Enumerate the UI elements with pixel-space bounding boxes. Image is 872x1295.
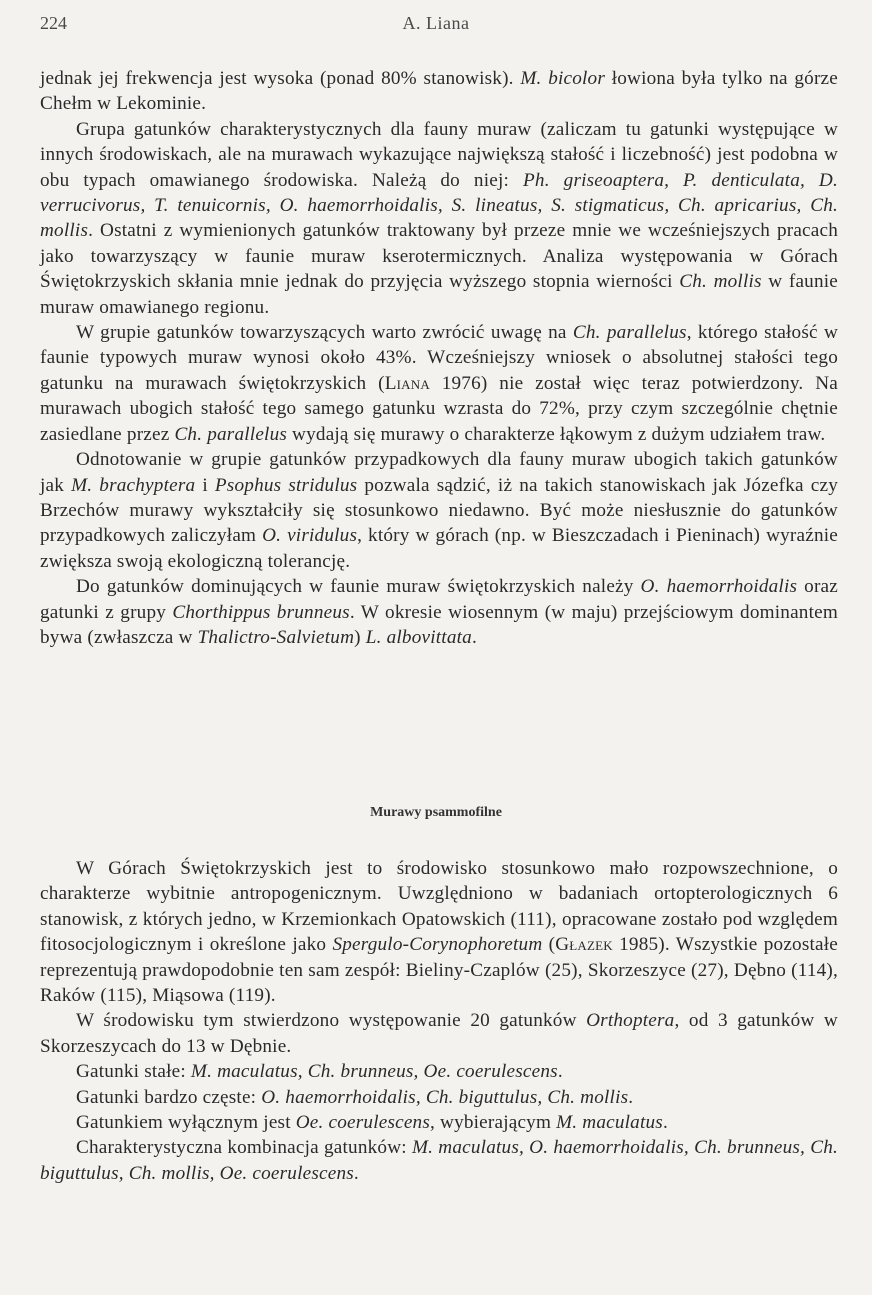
text-run: . W okresie wiosennym (w maju) przejściowym dominantem bywa (zwłaszcza w [40, 601, 838, 648]
species-name: M. maculatus [556, 1112, 663, 1134]
text-run: , wybierającym [430, 1112, 557, 1134]
text-run: Do gatunków dominujących w faunie muraw świętokrzyskich należy [76, 576, 641, 598]
text-run: Charakterystyczna kombinacja gatunków: [76, 1137, 412, 1159]
page-number: 224 [40, 13, 67, 33]
text-run: . [662, 1112, 668, 1134]
species-name: Psophus stridulus [214, 474, 358, 496]
text-run: , który w górach (np. w Bieszczadach i Pieninach) wyraźnie zwiększa swoją ekologiczną tolerancję. [40, 525, 838, 572]
species-name: Oe. coerulescens [295, 1112, 431, 1134]
species-name: O. viridulus [262, 525, 358, 547]
paragraph [40, 574, 838, 650]
text-run: i [195, 474, 215, 496]
paragraph [40, 856, 838, 1008]
paragraph [40, 117, 838, 320]
text-run: . [557, 1061, 563, 1083]
species-name: Ph. griseoaptera, P. denticulata, D. verrucivorus, T. tenuicornis, O. haemorrhoidalis, S. lineatus, S. stigmaticus, Ch. apricarius, Ch. mollis [40, 169, 838, 242]
text-run: Gatunki bardzo częste: [76, 1086, 262, 1108]
paragraph [40, 1110, 838, 1135]
paragraph [40, 1059, 838, 1084]
text-run: . [471, 626, 477, 648]
text-run: 1985). Wszystkie pozostałe reprezentują prawdopodobnie ten sam zespół: Bieliny-Czaplów (25), Skorzeszyce (27), Dębno (114), Raków (115), Miąsowa (119). [40, 934, 838, 1007]
text-run: Grupa gatunków charakterystycznych dla fauny muraw (zaliczam tu gatunki występujące w innych środowiskach, ale na murawach wykazujące największą stałość i liczebność) jest podobna w obu typach omawianego środowiska. Należą do niej: [40, 118, 838, 191]
citation-author: Liana [384, 372, 430, 394]
text-run: wydają się murawy o charakterze łąkowym z dużym udziałem traw. [287, 423, 826, 445]
species-name: M. bicolor [520, 68, 606, 89]
text-run: pozwala sądzić, iż na takich stanowiskach jak Józefka czy Brzechów murawy wykształciły się stosunkowo niedawno. Być może niesłusznie do gatunków przypadkowych zaliczyłam [40, 474, 838, 547]
text-run: 1976) nie został więc teraz potwierdzony. Na murawach ubogich stałość tego samego gatunku wzrasta do 72%, przy czym szczególnie chętnie zasiedlane przez [40, 372, 838, 445]
text-run: oraz gatunki z grupy [40, 576, 838, 623]
text-run: . [353, 1162, 359, 1184]
paragraph [40, 1008, 838, 1059]
text-run: Gatunki stałe: [76, 1061, 191, 1083]
species-name: L. albovittata [365, 626, 472, 648]
text-run: . Ostatni z wymienionych gatunków traktowany był przeze mnie we wcześniejszych pracach jako towarzyszący w faunie muraw kserotermicznych. Analiza występowania w Górach Świętokrzyskich skłania mnie jednak do przyjęcia wyższego stopnia wierności [40, 220, 838, 293]
text-run: łowiona była tylko na górze Chełm w Lekominie. [40, 68, 838, 115]
paragraph [40, 1135, 838, 1186]
species-name: Ch. parallelus [174, 423, 288, 445]
paragraph [40, 320, 838, 447]
text-run: jednak jej frekwencja jest wysoka (ponad 80% stanowisk). [40, 68, 521, 89]
species-name: M. brachyptera [71, 474, 196, 496]
species-name: M. maculatus, O. haemorrhoidalis, Ch. brunneus, Ch. biguttulus, Ch. mollis, Oe. coerulescens [40, 1137, 838, 1184]
text-run: W środowisku tym stwierdzono występowanie 20 gatunków [76, 1010, 587, 1032]
text-run: , którego stałość w faunie typowych muraw wynosi około 43%. Wcześniejszy wniosek o absolutnej stałości tego gatunku na murawach świętokrzyskich ( [40, 322, 839, 394]
body-text-section [40, 856, 838, 1186]
species-name: Orthoptera [586, 1010, 675, 1032]
species-name: Thalictro-Salvietum [197, 626, 355, 648]
text-run: . [628, 1086, 634, 1108]
citation-author: Głazek [555, 934, 613, 956]
running-author: A. Liana [402, 13, 470, 33]
species-name: M. maculatus, Ch. brunneus, Oe. coerulescens [190, 1061, 558, 1083]
species-name: Spergulo-Corynophoretum [332, 934, 543, 956]
text-run: W grupie gatunków towarzyszących warto zwrócić uwagę na [76, 322, 573, 344]
text-run: w faunie muraw omawianego regionu. [40, 271, 838, 318]
species-name: O. haemorrhoidalis [640, 576, 798, 598]
text-run: ( [542, 934, 556, 956]
paragraph [40, 66, 838, 117]
text-run: Odnotowanie w grupie gatunków przypadkowych dla fauny muraw ubogich takich gatunków jak [40, 449, 838, 496]
section-heading: Murawy psammofilne [370, 805, 502, 820]
running-header [40, 13, 832, 39]
species-name: Chorthippus brunneus [172, 601, 350, 623]
paragraph [40, 447, 838, 574]
species-name: O. haemorrhoidalis, Ch. biguttulus, Ch. mollis [261, 1086, 629, 1108]
text-run: Gatunkiem wyłącznym jest [76, 1112, 296, 1134]
text-run: W Górach Świętokrzyskich jest to środowisko stosunkowo mało rozpowszechnione, o charakterze wybitnie antropogenicznym. Uwzględniono w badaniach ortopterologicznych 6 stanowisk, z których jedno, w Krzemionkach Opatowskich (111), opracowane zostało pod względem fitosocjologicznym i określone jako [40, 858, 838, 956]
body-text-before-section [40, 66, 838, 650]
text-run: ) [354, 626, 366, 648]
species-name: Ch. parallelus [572, 322, 687, 344]
text-run: , od 3 gatunków w Skorzeszycach do 13 w Dębnie. [40, 1010, 838, 1057]
paragraph [40, 1085, 838, 1110]
species-name: Ch. mollis [679, 271, 762, 293]
